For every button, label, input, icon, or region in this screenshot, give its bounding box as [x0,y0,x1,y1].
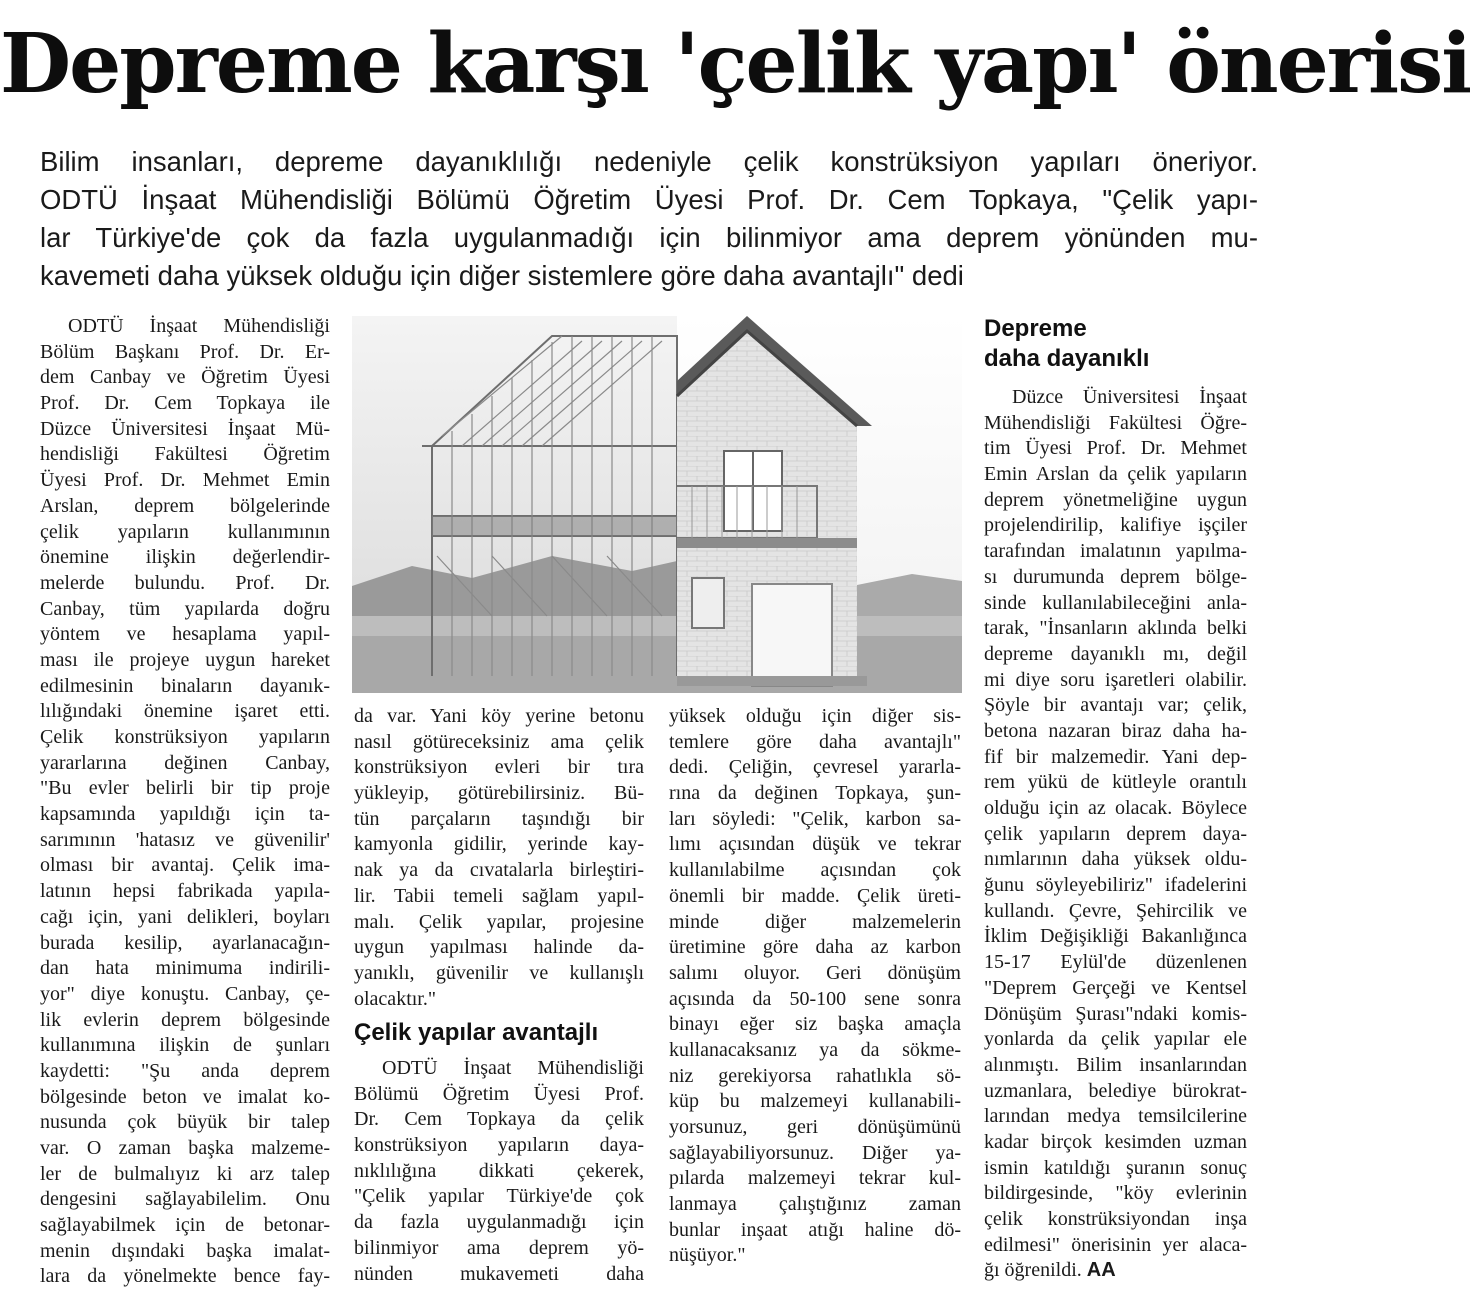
text-line: Arslan, deprem bölgelerinde [40,494,330,517]
house-photo-illustration [352,316,962,693]
text-line: ması ile projeye uygun hareket [40,648,330,671]
text-line: edilmesi" önerisinin yer alaca- [984,1233,1247,1256]
text-line: kamyonla gidilir, yerinde kay- [354,833,644,856]
text-line: kullandı. Çevre, Şehircilik ve [984,899,1247,922]
text-line: bunlar inşaat atığı haline dö- [669,1218,961,1241]
text-line: salımı oluyor. Geri dönüşüm [669,961,961,984]
text-line: kadar birçok kesimden uzman [984,1130,1247,1153]
lead-line: ODTÜ İnşaat Mühendisliği Bölümü Öğretim Üyesi Prof. Dr. Cem Topkaya, "Çelik yapı- [40,184,1258,215]
house-under-construction-photo [352,316,962,693]
text-line: Dr. Cem Topkaya da çelik [354,1108,644,1131]
text-line: nusunda çok büyük bir talep [40,1111,330,1134]
text-line: ları söyledi: "Çelik, karbon sa- [669,807,961,830]
text-line: pılarda malzemeyi tekrar kul- [669,1167,961,1190]
text-line: küp bu malzemeyi kullanabili- [669,1090,961,1113]
text-line: kullanımına ilişkin de şunları [40,1034,330,1057]
text-line: yükleyip, götürebilirsiniz. Bü- [354,782,644,805]
text-line: nasıl götüreceksiniz ama çelik [354,730,644,753]
lead-line: kavemeti daha yüksek olduğu için diğer sistemlere göre daha avantajlı" dedi [40,260,964,291]
text-line: çelik yapıların deprem daya- [984,822,1247,845]
text-line: lir. Tabii temeli sağlam yapıl- [354,884,644,907]
text-line: Üyesi Prof. Dr. Mehmet Emin [40,469,330,492]
text-line: açısında da 50-100 sene sonra [669,987,961,1010]
text-line: bölgesinde beton ve imalat ko- [40,1085,330,1108]
text-line: Düzce Üniversitesi İnşaat [1012,386,1247,408]
text-line: tim Üyesi Prof. Dr. Mehmet [984,437,1247,460]
text-line: 15-17 Eylül'de düzenlenen [984,951,1247,974]
text-line: alınmıştı. Bilim insanlarından [984,1053,1247,1076]
text-line: nak ya da cıvatalarla birleştiri- [354,859,644,882]
closing-line [984,1258,1247,1284]
text-line: yonlarda da çelik yapılar ele [984,1028,1247,1051]
text-line: Şöyle bir avantajı var; çelik, [984,694,1247,717]
text-line: sinde kullanılabileceğini anla- [984,591,1247,614]
text-line: burada kesilip, ayarlanacağın- [40,931,330,954]
subheading-line: daha dayanıklı [984,345,1150,372]
text-line: binayı eğer siz başka amaçla [669,1013,961,1036]
text-line: çelik yapıların kullanımının [40,520,330,543]
text-line: larından medya temsilcilerine [984,1105,1247,1128]
text-line: bilinmiyor ama deprem yö- [354,1236,644,1259]
text-line: rem yükü de kütleyle orantılı [984,771,1247,794]
text-line: olacaktır." [354,987,437,1010]
text-line: niz gerekiyorsa rahatlıkla sö- [669,1064,961,1087]
text-line: dengesini sağlayabilelim. Onu [40,1188,330,1211]
article-column-1 [40,314,330,1290]
subheading-line: Depreme [984,315,1087,342]
text-line: uygun yapılması halinde da- [354,936,644,959]
article-column-3 [669,704,961,1269]
text-line: konstrüksiyon evleri bir tıra [354,756,644,779]
text-line: yararlarına değinen Canbay, [40,751,330,774]
text-line: lanmaya çalıştığınız zaman [669,1193,961,1216]
text-line: "Bu evler belirli bir tip proje [40,777,330,800]
text-line: Çelik konstrüksiyon yapıların [40,726,330,748]
subheading-depreme-daha-dayanikli [984,314,1244,374]
text-line: önemli bir madde. Çelik üreti- [669,884,961,907]
text-line: lara da yönelmekte bence fay- [40,1265,330,1288]
lead-line: lar Türkiye'de çok da fazla uygulanmadığı için bilinmiyor ama deprem yönünden mu- [40,222,1258,253]
text-line: tarak, "İnsanların aklında belki [984,617,1247,640]
text-line: deprem yönetmeliğine uygun [984,488,1247,511]
text-line: menin dışındaki başka imalat- [40,1239,330,1262]
text-line: cağı için, yani delikleri, boyları [40,905,330,928]
article-column-2 [354,704,644,1012]
text-line: üretimine göre daha az karbon [669,936,961,959]
text-line: minde diğer malzemelerin [669,910,961,933]
text-line: lılığındaki önemine işaret etti. [40,700,330,723]
text-line: Prof. Dr. Cem Topkaya ile [40,392,330,415]
text-line: sağlayabilmek için de betonar- [40,1214,330,1237]
text-line: kullanacaksanız ya da sökme- [669,1038,961,1061]
text-line: kullanılabilme açısından çok [669,859,961,882]
text-line: hendisliği Fakültesi Öğretim [40,443,330,466]
closing-text: ğı öğrenildi. [984,1259,1087,1282]
text-line: tün parçaların taşındığı bir [354,807,644,830]
text-line: İklim Değişikliği Bakanlığınca [984,925,1247,948]
text-line: "Deprem Gerçeği ve Kentsel [984,976,1247,999]
text-line: da fazla uygulanmadığı için [354,1211,644,1234]
text-line: latının hepsi fabrikada yapıla- [40,880,330,903]
headline: Depreme karşı 'çelik yapı' önerisi [0,16,1470,112]
text-line: yanıklı, güvenilir ve kullanışlı [354,961,644,984]
agency-credit: AA [1086,1259,1116,1282]
text-line: Bölümü Öğretim Üyesi Prof. [354,1082,644,1105]
text-line: Düzce Üniversitesi İnşaat Mü- [40,417,330,440]
lead-line: Bilim insanları, depreme dayanıklılığı nedeniyle çelik konstrüksiyon yapıları öneriyor. [40,146,1258,177]
text-line: Dönüşüm Şurası"ndaki komis- [984,1002,1247,1025]
text-line: nımlarının daha yüksek oldu- [984,848,1247,871]
text-line: lımı açısından düşük ve tekrar [669,833,961,856]
text-line: lik evlerin deprem bölgesinde [40,1008,330,1031]
text-line: malı. Çelik yapılar, projesine [354,910,644,933]
text-line: da var. Yani köy yerine betonu [354,705,644,727]
text-line: Mühendisliği Fakültesi Öğre- [984,411,1247,434]
text-line: yorsunuz, geri dönüşümünü [669,1116,961,1138]
article-column-4 [984,385,1247,1284]
subheading-celik-yapilar-avantajli: Çelik yapılar avantajlı [354,1019,599,1046]
text-line: melerde bulundu. Prof. Dr. [40,571,330,594]
text-line: tarafından imalatının yapılma- [984,540,1247,563]
text-line: betona nazaran biraz daha ha- [984,719,1247,742]
text-line: yöntem ve hesaplama yapıl- [40,623,330,646]
article-column-2-continued [354,1056,644,1287]
text-line: kaydetti: "Şu anda deprem [40,1059,330,1082]
text-line: dem Canbay ve Öğretim Üyesi [40,366,330,389]
text-line: olduğu için az olacak. Böylece [984,797,1247,819]
text-line: projelendirilip, kalifiye işçiler [984,514,1247,537]
text-line: rına da değinen Topkaya, şun- [669,782,961,805]
text-line: Emin Arslan da çelik yapıların [984,463,1247,486]
text-line: dedi. Çeliğin, çevresel yararla- [669,756,961,779]
text-line: mi diye soru işaretleri olabilir. [984,668,1247,691]
text-line: Canbay, tüm yapılarda doğru [40,597,330,620]
text-line: nıklılığına dikkati çekerek, [354,1159,644,1182]
text-line: temlere göre daha avantajlı" [669,730,961,753]
text-line: fif bir malzemedir. Yani dep- [984,745,1247,768]
text-line: ismin katıldığı şuranın sonuç [984,1156,1247,1179]
text-line: Bölüm Başkanı Prof. Dr. Er- [40,340,330,363]
text-line: bildirgesinde, "köy evlerinin [984,1182,1247,1205]
text-line: sarımının 'hatasız ve güvenilir' [40,828,330,851]
text-line: çelik konstrüksiyondan inşa [984,1208,1247,1230]
text-line: olması bir avantaj. Çelik ima- [40,854,330,877]
text-line: edilmesinin binaların dayanık- [40,674,330,697]
text-line: kapsamında yapıldığı için ta- [40,803,330,826]
text-line: yor" diye konuştu. Canbay, çe- [40,982,330,1005]
text-line: ler de bulmalıyız ki arz talep [40,1162,330,1185]
text-line: nünden mukavemeti daha [354,1262,644,1285]
text-line: sağlayabiliyorsunuz. Diğer ya- [669,1141,961,1164]
text-line: uzmanlara, belediye bürokrat- [984,1079,1247,1102]
text-line: yüksek olduğu için diğer sis- [669,705,961,727]
text-line: "Çelik yapılar Türkiye'de çok [354,1185,644,1208]
text-line: sı durumunda deprem bölge- [984,565,1247,588]
lead-paragraph [40,143,1258,295]
text-line: dan hata minimuma indirili- [40,957,330,980]
text-line: konstrüksiyon yapıların daya- [354,1134,644,1157]
text-line: depreme dayanıklı mı, değil [984,642,1247,665]
text-line: var. O zaman başka malzeme- [40,1137,330,1159]
text-line: ODTÜ İnşaat Mühendisliği [68,315,330,337]
text-line: ODTÜ İnşaat Mühendisliği [382,1057,644,1079]
text-line: nüşüyor." [669,1244,746,1267]
text-line: ğunu söyleyebiliriz" ifadelerini [984,874,1247,897]
text-line: önemine ilişkin değerlendir- [40,546,330,569]
